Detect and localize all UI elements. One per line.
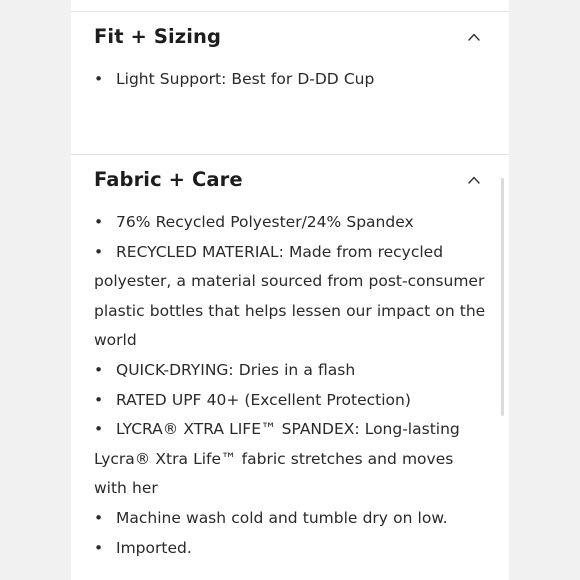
bullet-dot: •: [94, 213, 104, 231]
chevron-up-icon[interactable]: [468, 33, 480, 41]
section-title: Fabric + Care: [94, 168, 243, 191]
list-item-text: LYCRA® XTRA LIFE™ SPANDEX: Long-lasting Lycra® Xtra Life™ fabric stretches and moves with her: [94, 420, 460, 498]
list-item-text: QUICK-DRYING: Dries in a flash: [116, 360, 356, 379]
accordion-header-fabric-care[interactable]: [71, 155, 509, 205]
accordion-section-fit-sizing: [71, 12, 509, 154]
list-item: [94, 238, 489, 356]
bullet-dot: •: [94, 508, 104, 527]
list-item: [94, 65, 491, 95]
list-item-text: Machine wash cold and tumble dry on low.: [116, 508, 448, 527]
list-item-text: Light Support: Best for D-DD Cup: [116, 70, 375, 88]
list-item-text: RATED UPF 40+ (Excellent Protection): [116, 390, 411, 409]
bullet-dot: •: [94, 420, 104, 439]
list-item: [94, 415, 489, 504]
list-item-text: Imported.: [116, 538, 192, 557]
bullet-list: [94, 65, 491, 95]
bullet-dot: •: [94, 70, 104, 88]
accordion-section-fabric-care: [71, 155, 509, 580]
bullet-dot: •: [94, 538, 104, 557]
scrollbar[interactable]: [499, 178, 505, 580]
scrollbar-thumb[interactable]: [501, 178, 504, 416]
bullet-dot: •: [94, 390, 104, 409]
list-item: [94, 386, 489, 416]
section-title: Fit + Sizing: [94, 25, 222, 48]
bullet-dot: •: [94, 242, 104, 261]
product-details-accordion: [71, 0, 509, 580]
list-item-text: 76% Recycled Polyester/24% Spandex: [116, 213, 414, 231]
accordion-header-fit-sizing[interactable]: [71, 12, 509, 62]
list-item: [94, 504, 489, 534]
list-item: [94, 356, 489, 386]
chevron-up-icon[interactable]: [468, 176, 480, 184]
list-item: [94, 534, 489, 564]
bullet-list: [94, 208, 489, 563]
list-item-text: RECYCLED MATERIAL: Made from recycled polyester, a material sourced from post-consumer plastic bottles that helps lessen our impact on the world: [94, 242, 486, 350]
list-item: [94, 208, 489, 238]
bullet-dot: •: [94, 360, 104, 379]
